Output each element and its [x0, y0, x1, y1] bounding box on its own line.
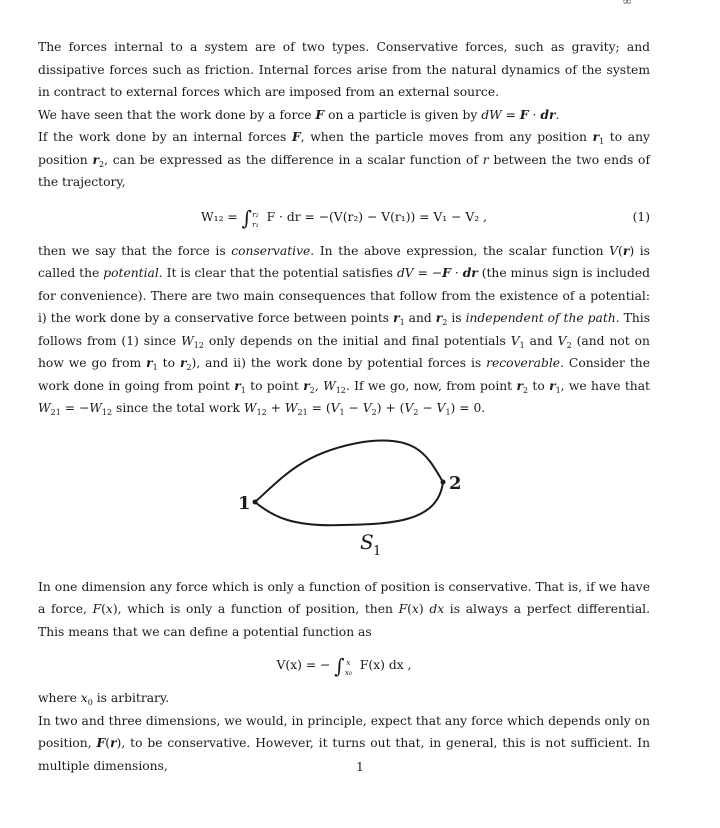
eq1-upper: r₂ — [252, 209, 259, 219]
eq2-lhs: V(x) = − — [276, 658, 331, 672]
lower-path — [255, 482, 443, 525]
page-number: 1 — [356, 760, 364, 774]
integral-sign: ∫ — [241, 205, 253, 230]
equation-2 — [38, 643, 650, 687]
label-point-1: 1 — [238, 492, 251, 514]
eq1-rhs: F · dr = −(V(r₂) − V(r₁)) = V₁ − V₂ , — [266, 209, 487, 224]
point-2-dot — [441, 479, 446, 484]
eq1-limits — [252, 210, 259, 230]
label-path-s: S — [360, 529, 374, 554]
corner-mark: ∞ — [622, 0, 632, 8]
eq2-rhs: F(x) dx , — [359, 658, 412, 672]
paragraph-work: We have seen that the work done by a force F on a particle is given by dW = F · dr. — [38, 106, 560, 122]
eq1-lower: r₁ — [252, 219, 259, 229]
paragraph-intro: The forces internal to a system are of two types. Conservative forces, such as gravity; and dissipative forces such as friction. Internal forces arise from the natural dynamics of the system in contract to external forces which are imposed from an external source. — [38, 40, 650, 99]
eq2-limits — [345, 658, 352, 678]
paragraph-conservative: then we say that the force is conservative. In the above expression, the scalar function V(r) is called the potential. It is clear that the potential satisfies dV = −F · dr (the minus sign is included for convenience). There are two main consequences that follow from the existence of a potential: i) the work done by a conservative force between points $r_1$ and $r_2$ is independent of the path. This follows from (1) since $W_{12}$ only depends on the initial and final potentials $V_1$ and $V_2$ (and not on how we go from $r_1$ to $r_2$), and ii) the work done by potential forces is recoverable. Consider the work done in going from point $r_1$ to point $r_2$, $W_{12}$. If we go, now, from point $r_2$ to $r_1$, we have that $W_{21} = -W_{12}$ since the total work $W_{12} + W_{21} = (V_1 - V_2) + (V_2 - V_1) = 0$. — [38, 242, 651, 417]
point-1-dot — [253, 499, 258, 504]
integral-sign-2: ∫ — [334, 654, 345, 678]
paragraph-one-dimension: In one dimension any force which is only a function of position is conservative. That is, if we have a force, F(x), which is only a function of position, then F(x) dx is always a perfect differential. This means that we can define a potential function as — [38, 579, 651, 639]
eq2-lower: x₀ — [344, 668, 352, 677]
equation-1 — [38, 194, 650, 240]
equation-number: (1) — [632, 209, 650, 224]
label-point-2: 2 — [449, 472, 462, 494]
eq2-upper: x — [346, 658, 351, 667]
label-path-s-sub: 1 — [373, 543, 382, 559]
path-diagram — [38, 422, 650, 572]
path-diagram-svg — [213, 422, 513, 572]
paragraph-higher-dimensions: In two and three dimensions, we would, in principle, expect that any force which depends only on position, F(r), to be conservative. However, it turns out that, in general, this is not sufficient. In multiple dimensions, — [38, 713, 650, 773]
eq1-lhs: W₁₂ = — [201, 209, 238, 224]
upper-path — [255, 440, 443, 502]
document-page — [38, 36, 650, 777]
paragraph-internal-forces: If the work done by an internal forces F, when the particle moves from any position $r_1$ to any position $r_2$, can be expressed as the difference in a scalar function of r between the two ends of the trajectory, — [38, 129, 651, 189]
paragraph-arbitrary: where $x_0$ is arbitrary. — [38, 691, 170, 707]
